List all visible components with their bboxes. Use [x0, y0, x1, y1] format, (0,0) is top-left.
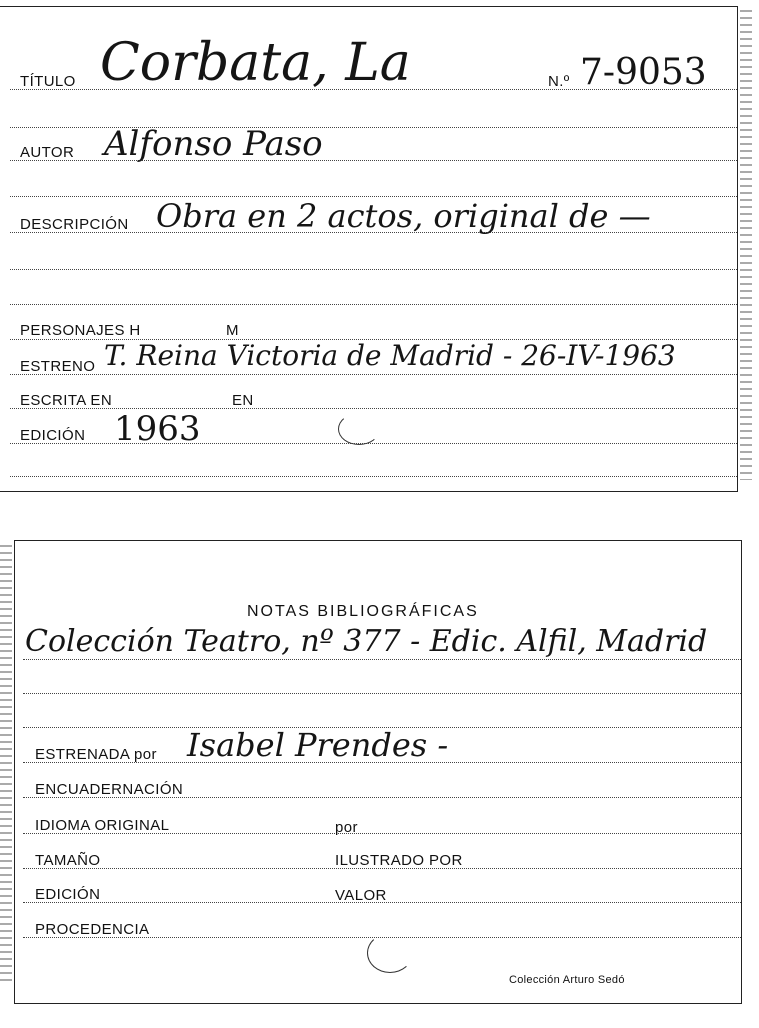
numero-label: N.º — [548, 73, 570, 90]
encuadernacion-label: ENCUADERNACIÓN — [35, 781, 184, 798]
ink-smudge — [338, 413, 380, 445]
por-label: por — [335, 819, 358, 836]
titulo-value: Corbata, La — [100, 33, 411, 93]
rule-blank-4 — [10, 304, 737, 305]
card-edge-left-bottom — [0, 545, 12, 985]
personajes-m-label: M — [226, 322, 239, 339]
catalog-card-back — [14, 540, 742, 1004]
estreno-value: T. Reina Victoria de Madrid - 26-IV-1963 — [104, 339, 676, 372]
procedencia-label: PROCEDENCIA — [35, 921, 150, 938]
idioma-label: IDIOMA ORIGINAL — [35, 817, 170, 834]
rule-blank-3 — [10, 269, 737, 270]
estrenada-value: Isabel Prendes - — [187, 726, 449, 764]
descripcion-label: DESCRIPCIÓN — [20, 216, 129, 233]
catalog-card-front — [0, 6, 738, 492]
edicion-back-label: EDICIÓN — [35, 886, 101, 903]
estreno-label: ESTRENO — [20, 358, 96, 375]
ink-flourish — [367, 933, 413, 973]
rule-back-blank-1 — [23, 693, 741, 694]
rule-estreno — [10, 374, 737, 375]
autor-label: AUTOR — [20, 144, 75, 161]
descripcion-value: Obra en 2 actos, original de — — [156, 197, 651, 235]
escrita-en-label: EN — [232, 392, 254, 409]
tamano-label: TAMAÑO — [35, 852, 101, 869]
edicion-label: EDICIÓN — [20, 427, 86, 444]
autor-value: Alfonso Paso — [104, 124, 323, 164]
escrita-label: ESCRITA EN — [20, 392, 113, 409]
notas-heading: NOTAS BIBLIOGRÁFICAS — [247, 603, 479, 620]
edicion-value: 1963 — [114, 409, 201, 449]
card-edge-right-top — [740, 10, 752, 480]
personajes-label: PERSONAJES H — [20, 322, 141, 339]
valor-label: VALOR — [335, 887, 387, 904]
rule-blank-5 — [10, 476, 737, 477]
notas-value: Colección Teatro, nº 377 - Edic. Alfil, Madrid — [25, 624, 708, 659]
footer-collection: Colección Arturo Sedó — [509, 974, 625, 986]
rule-notas — [23, 659, 741, 660]
numero-value: 7-9053 — [580, 52, 707, 93]
titulo-label: TÍTULO — [20, 73, 76, 90]
ilustrado-label: ILUSTRADO POR — [335, 852, 463, 869]
estrenada-label: ESTRENADA por — [35, 746, 157, 763]
